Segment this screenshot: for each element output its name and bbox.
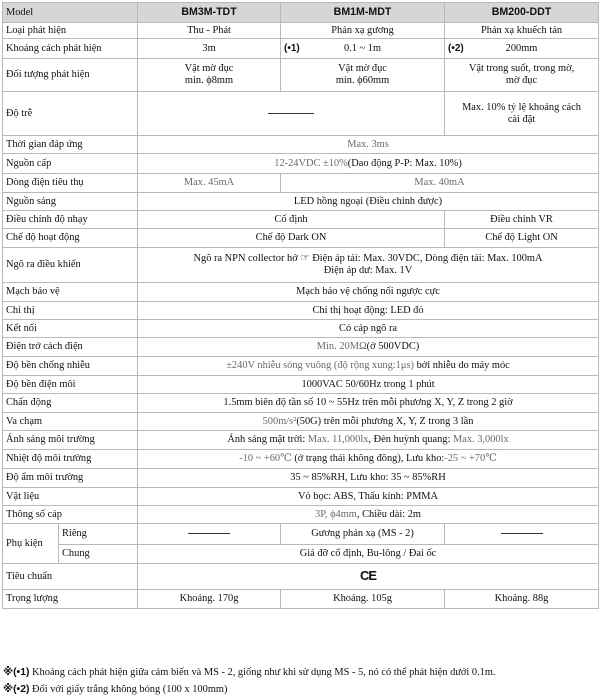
value-line: min. ϕ8mm	[184, 75, 234, 86]
cell-value: Khoảng. 170g	[138, 590, 281, 609]
value-text: , Chiều dài: 2m	[356, 508, 421, 520]
value-text: Max. 11,000lx	[307, 434, 369, 446]
footnote-text: Khoảng cách phát hiện giữa cảm biến và MS - 2, giống như khi sử dụng MS - 5, nó có thể phát hiện dưới 0.1m.	[29, 667, 496, 678]
row-indicator	[3, 302, 599, 320]
row-label: Va chạm	[3, 413, 138, 431]
value-line: Ngõ ra NPN collector hở ☞ Điện áp tải: Max. 30VDC, Dòng điện tải: Max. 100mA	[193, 253, 543, 265]
cell-value: Có cáp ngõ ra	[138, 320, 599, 338]
value-text: Ánh sáng mặt trời:	[227, 434, 308, 446]
cell-value: LED hồng ngoại (Điều chỉnh được)	[138, 193, 599, 211]
cell-value: 1.5mm biên độ tần số 10 ~ 55Hz trên mỗi phương X, Y, Z trong 2 giờ	[138, 394, 599, 413]
cell-value: Max. 3ms	[138, 136, 599, 154]
row-sensing-distance	[3, 39, 599, 59]
value-text: (Dao động P-P: Max. 10%)	[347, 157, 462, 169]
row-label: Điện trở cách điện	[3, 338, 138, 357]
cell-value: Chỉ thị hoạt động: LED đỏ	[138, 302, 599, 320]
row-label: Khoảng cách phát hiện	[3, 39, 138, 59]
value-line: Vật trong suốt, trong mờ,	[468, 63, 575, 75]
value-line: Vật mờ đục	[338, 63, 387, 75]
row-label: Thời gian đáp ứng	[3, 136, 138, 154]
value-text: (ở trạng thái không đông), Lưu kho:	[291, 453, 445, 465]
footnote-1	[3, 664, 597, 681]
cell-value	[445, 59, 599, 92]
row-operation-mode	[3, 229, 599, 248]
cell-value: Max. 45mA	[138, 174, 281, 193]
cell-value: Chế độ Light ON	[445, 229, 599, 248]
row-label: Đối tượng phát hiện	[3, 59, 138, 92]
value-line: Vật mờ đục	[184, 63, 234, 75]
row-label: Tiêu chuẩn	[3, 564, 138, 590]
cell-value: Cố định	[138, 211, 445, 229]
value-text: ±240V nhiễu sóng vuông (độ rộng xung:1μs)	[226, 360, 414, 372]
cell-value: Thu - Phát	[138, 23, 281, 39]
cell-value: 35 ~ 85%RH, Lưu kho: 35 ~ 85%RH	[138, 469, 599, 488]
value-text: -10 ~ +60℃	[239, 453, 292, 465]
value-line: Điện áp dư: Max. 1V	[323, 265, 413, 276]
cell-value: Điều chỉnh VR	[445, 211, 599, 229]
row-label: Ánh sáng môi trường	[3, 431, 138, 450]
row-hysteresis	[3, 92, 599, 136]
note-marker: (•2)	[448, 42, 464, 54]
row-label: Chấn động	[3, 394, 138, 413]
cell-value: Khoảng. 88g	[445, 590, 599, 609]
row-dielectric	[3, 376, 599, 394]
header-model-bm3m: BM3M-TDT	[138, 3, 281, 23]
cell-value	[445, 39, 599, 59]
cell-value	[445, 92, 599, 136]
row-label: Nhiệt độ môi trường	[3, 450, 138, 469]
row-current	[3, 174, 599, 193]
row-label: Điều chỉnh độ nhạy	[3, 211, 138, 229]
row-noise	[3, 357, 599, 376]
not-applicable-cell	[138, 524, 281, 545]
footnote-marker: ※(•2)	[3, 684, 30, 695]
dash-line	[188, 533, 230, 534]
header-model-bm1m: BM1M-MDT	[281, 3, 445, 23]
value-line: cài đặt	[507, 113, 536, 125]
cell-value: 1000VAC 50/60Hz trong 1 phút	[138, 376, 599, 394]
row-light-source	[3, 193, 599, 211]
cell-value	[138, 564, 599, 590]
dash-line	[268, 113, 314, 114]
footnote-2	[3, 681, 597, 698]
row-label: Ngõ ra điều khiển	[3, 248, 138, 283]
value-text: Min. 20MΩ	[316, 341, 367, 353]
not-applicable-cell	[138, 92, 445, 136]
row-accessories-common	[3, 545, 599, 564]
cell-value	[138, 248, 599, 283]
cell-value	[138, 357, 599, 376]
cell-value: Mạch bảo vệ chống nối ngược cực	[138, 283, 599, 302]
row-target	[3, 59, 599, 92]
row-protection	[3, 283, 599, 302]
row-sublabel: Riêng	[59, 524, 138, 545]
note-marker: (•1)	[284, 42, 300, 54]
footnote-marker: ※(•1)	[3, 667, 30, 678]
value-text: 12-24VDC ±10%	[274, 157, 348, 169]
value-line: min. ϕ60mm	[335, 75, 390, 86]
row-label: Dòng điện tiêu thụ	[3, 174, 138, 193]
row-label: Trọng lượng	[3, 590, 138, 609]
row-label: Độ ẩm môi trường	[3, 469, 138, 488]
row-label: Kết nối	[3, 320, 138, 338]
row-response-time	[3, 136, 599, 154]
row-label: Thông số cáp	[3, 506, 138, 524]
value-text: 0.1 ~ 1m	[343, 42, 382, 54]
row-label: Vật liệu	[3, 488, 138, 506]
cell-value: Khoảng. 105g	[281, 590, 445, 609]
row-shock	[3, 413, 599, 431]
value-text: 500m/s²	[262, 415, 297, 427]
cell-value	[138, 431, 599, 450]
value-line: mờ đục	[505, 75, 538, 86]
row-vibration	[3, 394, 599, 413]
row-label: Loại phát hiện	[3, 23, 138, 39]
row-label: Phụ kiện	[3, 524, 59, 564]
value-text: Max. 3,000lx	[452, 434, 509, 446]
row-label: Độ trễ	[3, 92, 138, 136]
cell-value: Vỏ bọc: ABS, Thấu kính: PMMA	[138, 488, 599, 506]
row-ambient-light	[3, 431, 599, 450]
header-model-bm200: BM200-DDT	[445, 3, 599, 23]
cell-value	[138, 413, 599, 431]
ce-mark-icon: CE	[359, 568, 377, 584]
row-connection	[3, 320, 599, 338]
cell-value: Giá đỡ cố định, Bu-lông / Đai ốc	[138, 545, 599, 564]
row-label: Nguồn cấp	[3, 154, 138, 174]
row-accessories-individual	[3, 524, 599, 545]
dash-line	[501, 533, 543, 534]
not-applicable-cell	[445, 524, 599, 545]
cell-value: Phản xạ khuếch tán	[445, 23, 599, 39]
footnote-text: Đối với giấy trắng không bóng (100 x 100mm)	[29, 684, 228, 695]
value-text: 3P, ϕ4mm	[315, 508, 357, 520]
cell-value: Max. 40mA	[281, 174, 599, 193]
cell-value	[281, 39, 445, 59]
row-power-supply	[3, 154, 599, 174]
row-detection-type	[3, 23, 599, 39]
value-text: (ở 500VDC)	[366, 341, 420, 353]
cell-value	[281, 59, 445, 92]
cell-value	[138, 450, 599, 469]
row-label: Chỉ thị	[3, 302, 138, 320]
value-text: , Đèn huỳnh quang:	[368, 434, 453, 446]
value-line: Max. 10% tỷ lệ khoảng cách	[462, 101, 581, 113]
row-sensitivity	[3, 211, 599, 229]
cell-value	[138, 338, 599, 357]
row-label: Độ bền chống nhiễu	[3, 357, 138, 376]
specification-table	[2, 2, 599, 609]
row-approval	[3, 564, 599, 590]
cell-value: 3m	[138, 39, 281, 59]
row-label: Độ bền điện môi	[3, 376, 138, 394]
footnotes	[3, 664, 597, 698]
cell-value	[138, 506, 599, 524]
header-row	[3, 3, 599, 23]
value-text: bởi nhiễu do máy móc	[416, 360, 510, 372]
row-insulation	[3, 338, 599, 357]
row-cable	[3, 506, 599, 524]
cell-value	[138, 59, 281, 92]
header-model-label: Model	[3, 3, 138, 23]
row-sublabel: Chung	[59, 545, 138, 564]
value-text: 200mm	[505, 42, 538, 54]
row-weight	[3, 590, 599, 609]
cell-value: Chế độ Dark ON	[138, 229, 445, 248]
row-ambient-humidity	[3, 469, 599, 488]
row-control-output	[3, 248, 599, 283]
row-material	[3, 488, 599, 506]
cell-value: Phản xạ gương	[281, 23, 445, 39]
row-label: Nguồn sáng	[3, 193, 138, 211]
value-text: (50G) trên mỗi phương X, Y, Z trong 3 lần	[296, 415, 474, 427]
row-label: Mạch bảo vệ	[3, 283, 138, 302]
row-label: Chế độ hoạt động	[3, 229, 138, 248]
cell-value: Gương phản xạ (MS - 2)	[281, 524, 445, 545]
cell-value	[138, 154, 599, 174]
row-ambient-temperature	[3, 450, 599, 469]
value-text: -25 ~ +70℃	[444, 453, 497, 465]
